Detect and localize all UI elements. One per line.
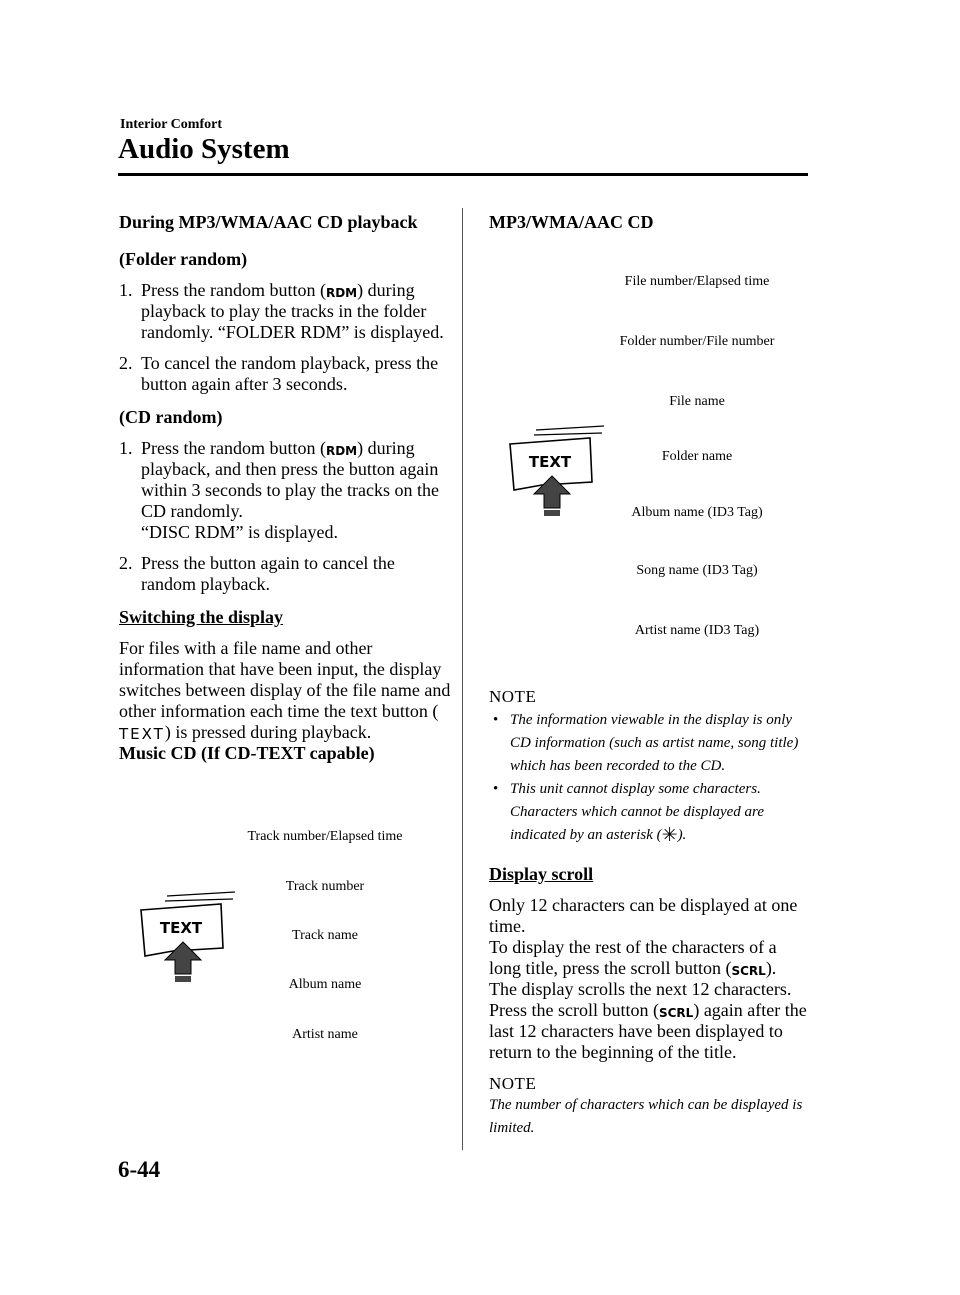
- display-label: Artist name (ID3 Tag): [634, 623, 760, 638]
- text-button-diagram-label: TEXT: [159, 919, 203, 937]
- folder-random-step-2: 2. To cancel the random playback, press the button again after 3 seconds.: [119, 353, 439, 394]
- playback-heading: During MP3/WMA/AAC CD playback: [119, 212, 418, 232]
- note-title: NOTE: [489, 687, 537, 706]
- display-label: Song name (ID3 Tag): [636, 563, 758, 578]
- cd-random-step-2: 2. Press the button again to cancel the random playback.: [119, 553, 395, 594]
- scroll-text-3: The display scrolls the next 12 characters.: [489, 979, 792, 999]
- cd-random-step-1: 1. Press the random button (RDM) during playback, and then press the button again within 3 seconds to play the tracks on the CD randomly. “DISC RDM” is displayed.: [119, 438, 439, 542]
- note-bullet: • The information viewable in the display is only CD information (such as artist name, song title) which has been recorded to the CD.: [493, 712, 799, 774]
- switching-display-text: For files with a file name and other information that have been input, the display switches between display of the file name and other information each time the text button (TEXT) is pressed during playback.: [119, 638, 451, 743]
- music-cd-heading: Music CD (If CD-TEXT capable): [119, 743, 375, 763]
- display-label: Album name: [288, 977, 362, 992]
- display-label: Album name (ID3 Tag): [631, 505, 763, 520]
- switching-display-heading: Switching the display: [119, 607, 284, 627]
- scroll-text-4: Press the scroll button (SCRL) again after the last 12 characters have been displayed to return to the beginning of the title.: [489, 1000, 807, 1062]
- note-title: NOTE: [489, 1074, 537, 1093]
- column-divider: [462, 208, 463, 1150]
- scrl-button-icon: SCRL: [731, 964, 766, 978]
- display-label: Track name: [292, 928, 358, 943]
- display-label: File name: [669, 394, 725, 409]
- folder-random-step-1: 1. Press the random button (RDM) during playback to play the tracks in the folder randomly. “FOLDER RDM” is displayed.: [119, 280, 444, 342]
- note-body: [489, 709, 811, 847]
- right-lower-column: [489, 686, 811, 1140]
- scroll-text-2: To display the rest of the characters of a long title, press the scroll button (SCRL).: [489, 937, 777, 978]
- mp3-heading: MP3/WMA/AAC CD: [489, 212, 654, 232]
- scroll-text-1: Only 12 characters can be displayed at one time.: [489, 895, 798, 936]
- page-number: 6-44: [118, 1157, 161, 1182]
- folder-random-heading: (Folder random): [119, 249, 248, 269]
- cd-random-heading: (CD random): [119, 407, 223, 427]
- display-label: Track number: [285, 879, 365, 894]
- text-button-icon: TEXT: [119, 725, 165, 743]
- display-label: Folder number/File number: [619, 334, 775, 349]
- rdm-button-icon: RDM: [325, 444, 358, 458]
- scrl-button-icon: SCRL: [658, 1006, 694, 1020]
- rdm-button-icon: RDM: [325, 286, 358, 300]
- display-scroll-heading: Display scroll: [489, 864, 594, 884]
- display-label: File number/Elapsed time: [624, 274, 770, 289]
- asterisk-icon: ✳: [661, 825, 678, 846]
- right-column: [489, 212, 819, 233]
- note-bullet: • This unit cannot display some characters. Characters which cannot be displayed are indicated by an asterisk (✳).: [493, 781, 764, 846]
- note-body: The number of characters which can be displayed is limited.: [489, 1097, 803, 1136]
- left-column: [119, 212, 454, 764]
- display-label: Folder name: [661, 449, 733, 464]
- display-label: Track number/Elapsed time: [247, 829, 403, 844]
- text-button-diagram-icon: [504, 424, 609, 524]
- section-label: Interior Comfort: [120, 117, 222, 132]
- display-label: Artist name: [292, 1027, 358, 1042]
- page-title: Audio System: [118, 133, 290, 165]
- text-button-diagram-label: TEXT: [528, 453, 572, 471]
- text-button-diagram-icon: [135, 890, 240, 990]
- title-rule: [118, 173, 808, 176]
